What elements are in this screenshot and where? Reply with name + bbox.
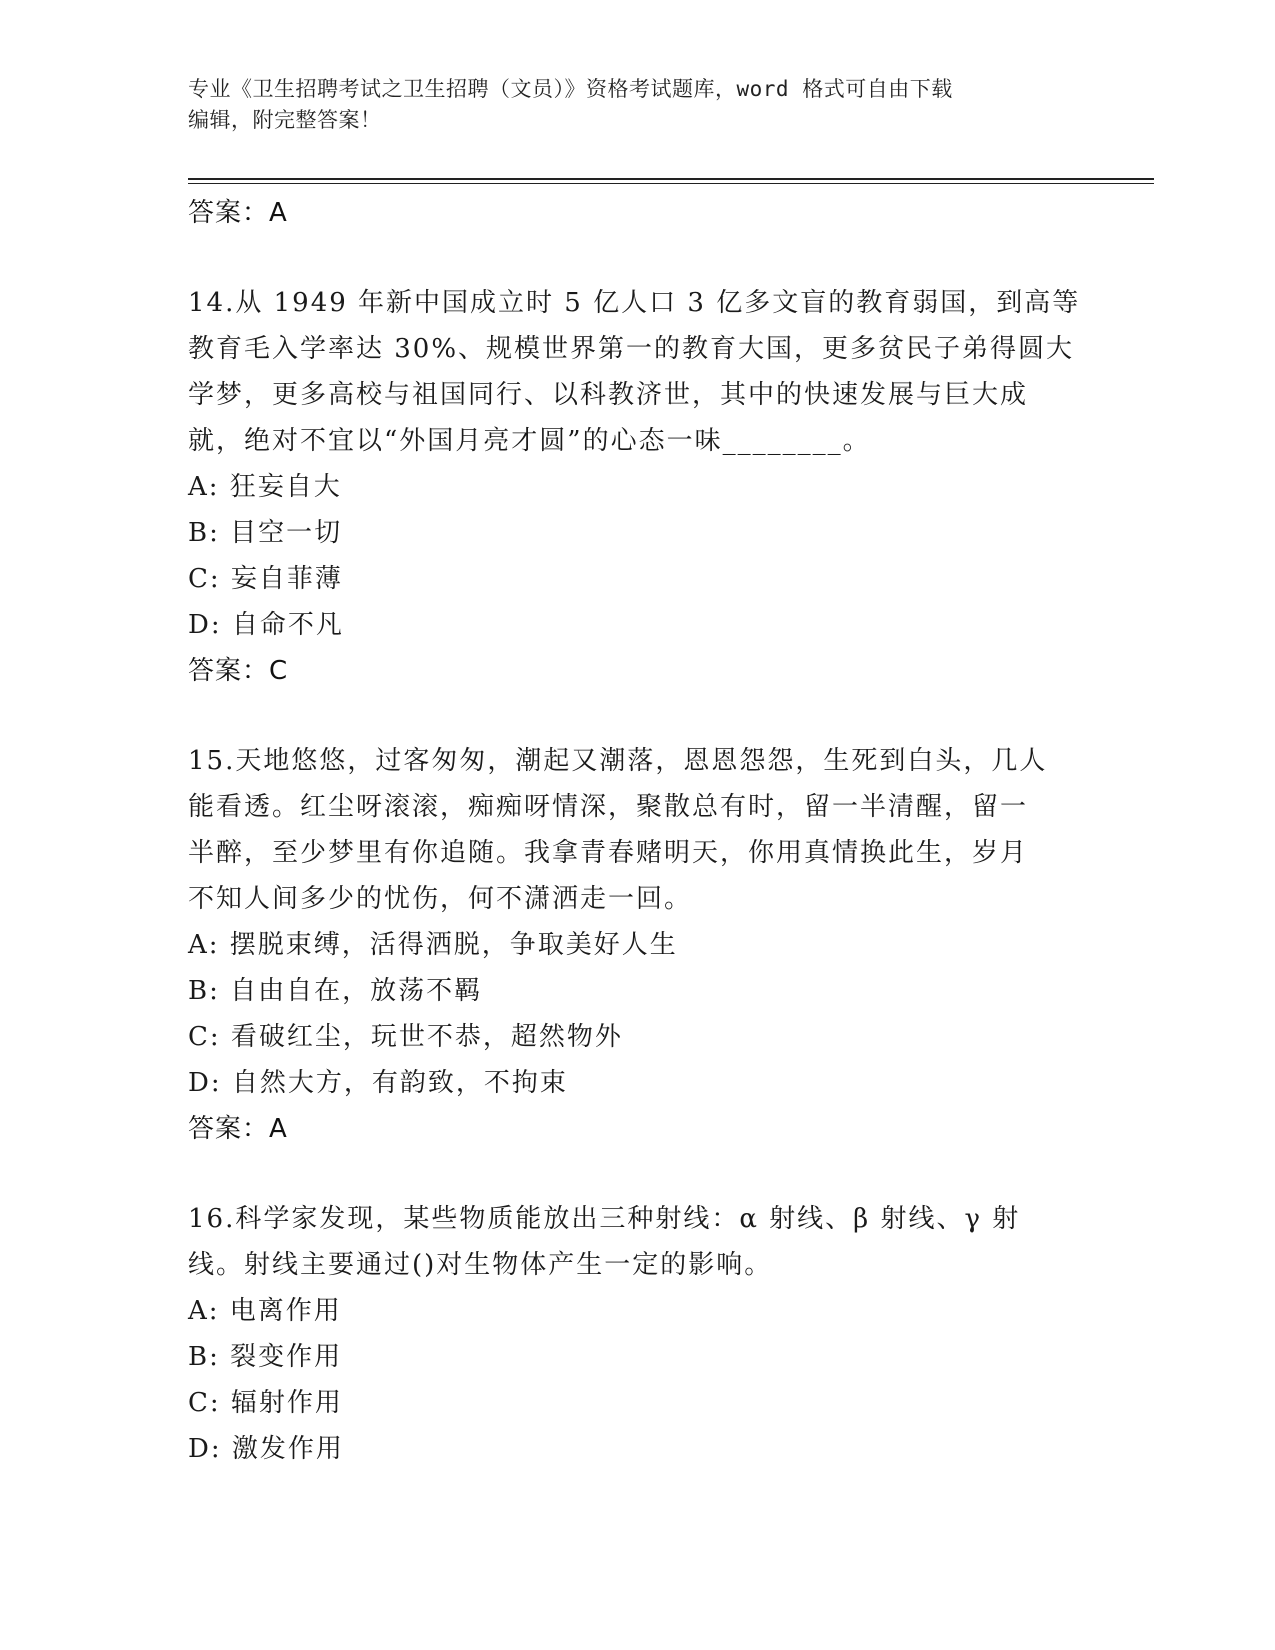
question-text-line: 就，绝对不宜以“外国月亮才圆”的心态一味________。 — [188, 426, 871, 456]
option-a: A: 摆脱束缚，活得洒脱，争取美好人生 — [188, 930, 678, 960]
header-line-1: 专业《卫生招聘考试之卫生招聘（文员）》资格考试题库，word 格式可自由下载 — [188, 77, 953, 101]
question-text-line: 线。射线主要通过()对生物体产生一定的影响。 — [188, 1250, 773, 1280]
option-a: A: 狂妄自大 — [188, 472, 342, 502]
question-text-line: 半醉，至少梦里有你追随。我拿青春赌明天，你用真情换此生，岁月 — [188, 838, 1029, 868]
option-a: A: 电离作用 — [188, 1296, 342, 1326]
option-c: C: 看破红尘，玩世不恭，超然物外 — [188, 1022, 623, 1052]
question-text-line: 不知人间多少的忧伤，何不潇洒走一回。 — [188, 884, 693, 914]
header-line-2: 编辑，附完整答案！ — [188, 108, 382, 132]
answer-label: 答案：A — [188, 198, 288, 228]
option-b: B: 自由自在，放荡不羁 — [188, 976, 483, 1006]
question-14 — [188, 280, 1088, 694]
header-divider — [188, 178, 1154, 180]
question-text-line: 15.天地悠悠，过客匆匆，潮起又潮落，恩恩怨怨，生死到白头，几人 — [188, 746, 1048, 776]
question-list — [188, 190, 1088, 1472]
question-text-line: 16.科学家发现，某些物质能放出三种射线：α 射线、β 射线、γ 射 — [188, 1204, 1021, 1234]
question-text-line: 学梦，更多高校与祖国同行、以科教济世，其中的快速发展与巨大成 — [188, 380, 1029, 410]
question-text-line: 14.从 1949 年新中国成立时 5 亿人口 3 亿多文盲的教育弱国，到高等 — [188, 288, 1081, 318]
question-text-line: 能看透。红尘呀滚滚，痴痴呀情深，聚散总有时，留一半清醒，留一 — [188, 792, 1029, 822]
option-b: B: 目空一切 — [188, 518, 343, 548]
option-d: D: 自命不凡 — [188, 610, 344, 640]
question-16 — [188, 1196, 1088, 1472]
header-divider-thin — [188, 183, 1154, 184]
option-c: C: 妄自菲薄 — [188, 564, 343, 594]
answer-label: 答案：C — [188, 656, 289, 686]
answer-label: 答案：A — [188, 1114, 288, 1144]
question-15 — [188, 738, 1088, 1152]
page-header — [188, 74, 1088, 136]
option-d: D: 激发作用 — [188, 1434, 344, 1464]
option-c: C: 辐射作用 — [188, 1388, 343, 1418]
option-d: D: 自然大方，有韵致，不拘束 — [188, 1068, 568, 1098]
question-text-line: 教育毛入学率达 30%、规模世界第一的教育大国，更多贫民子弟得圆大 — [188, 334, 1075, 364]
option-b: B: 裂变作用 — [188, 1342, 343, 1372]
